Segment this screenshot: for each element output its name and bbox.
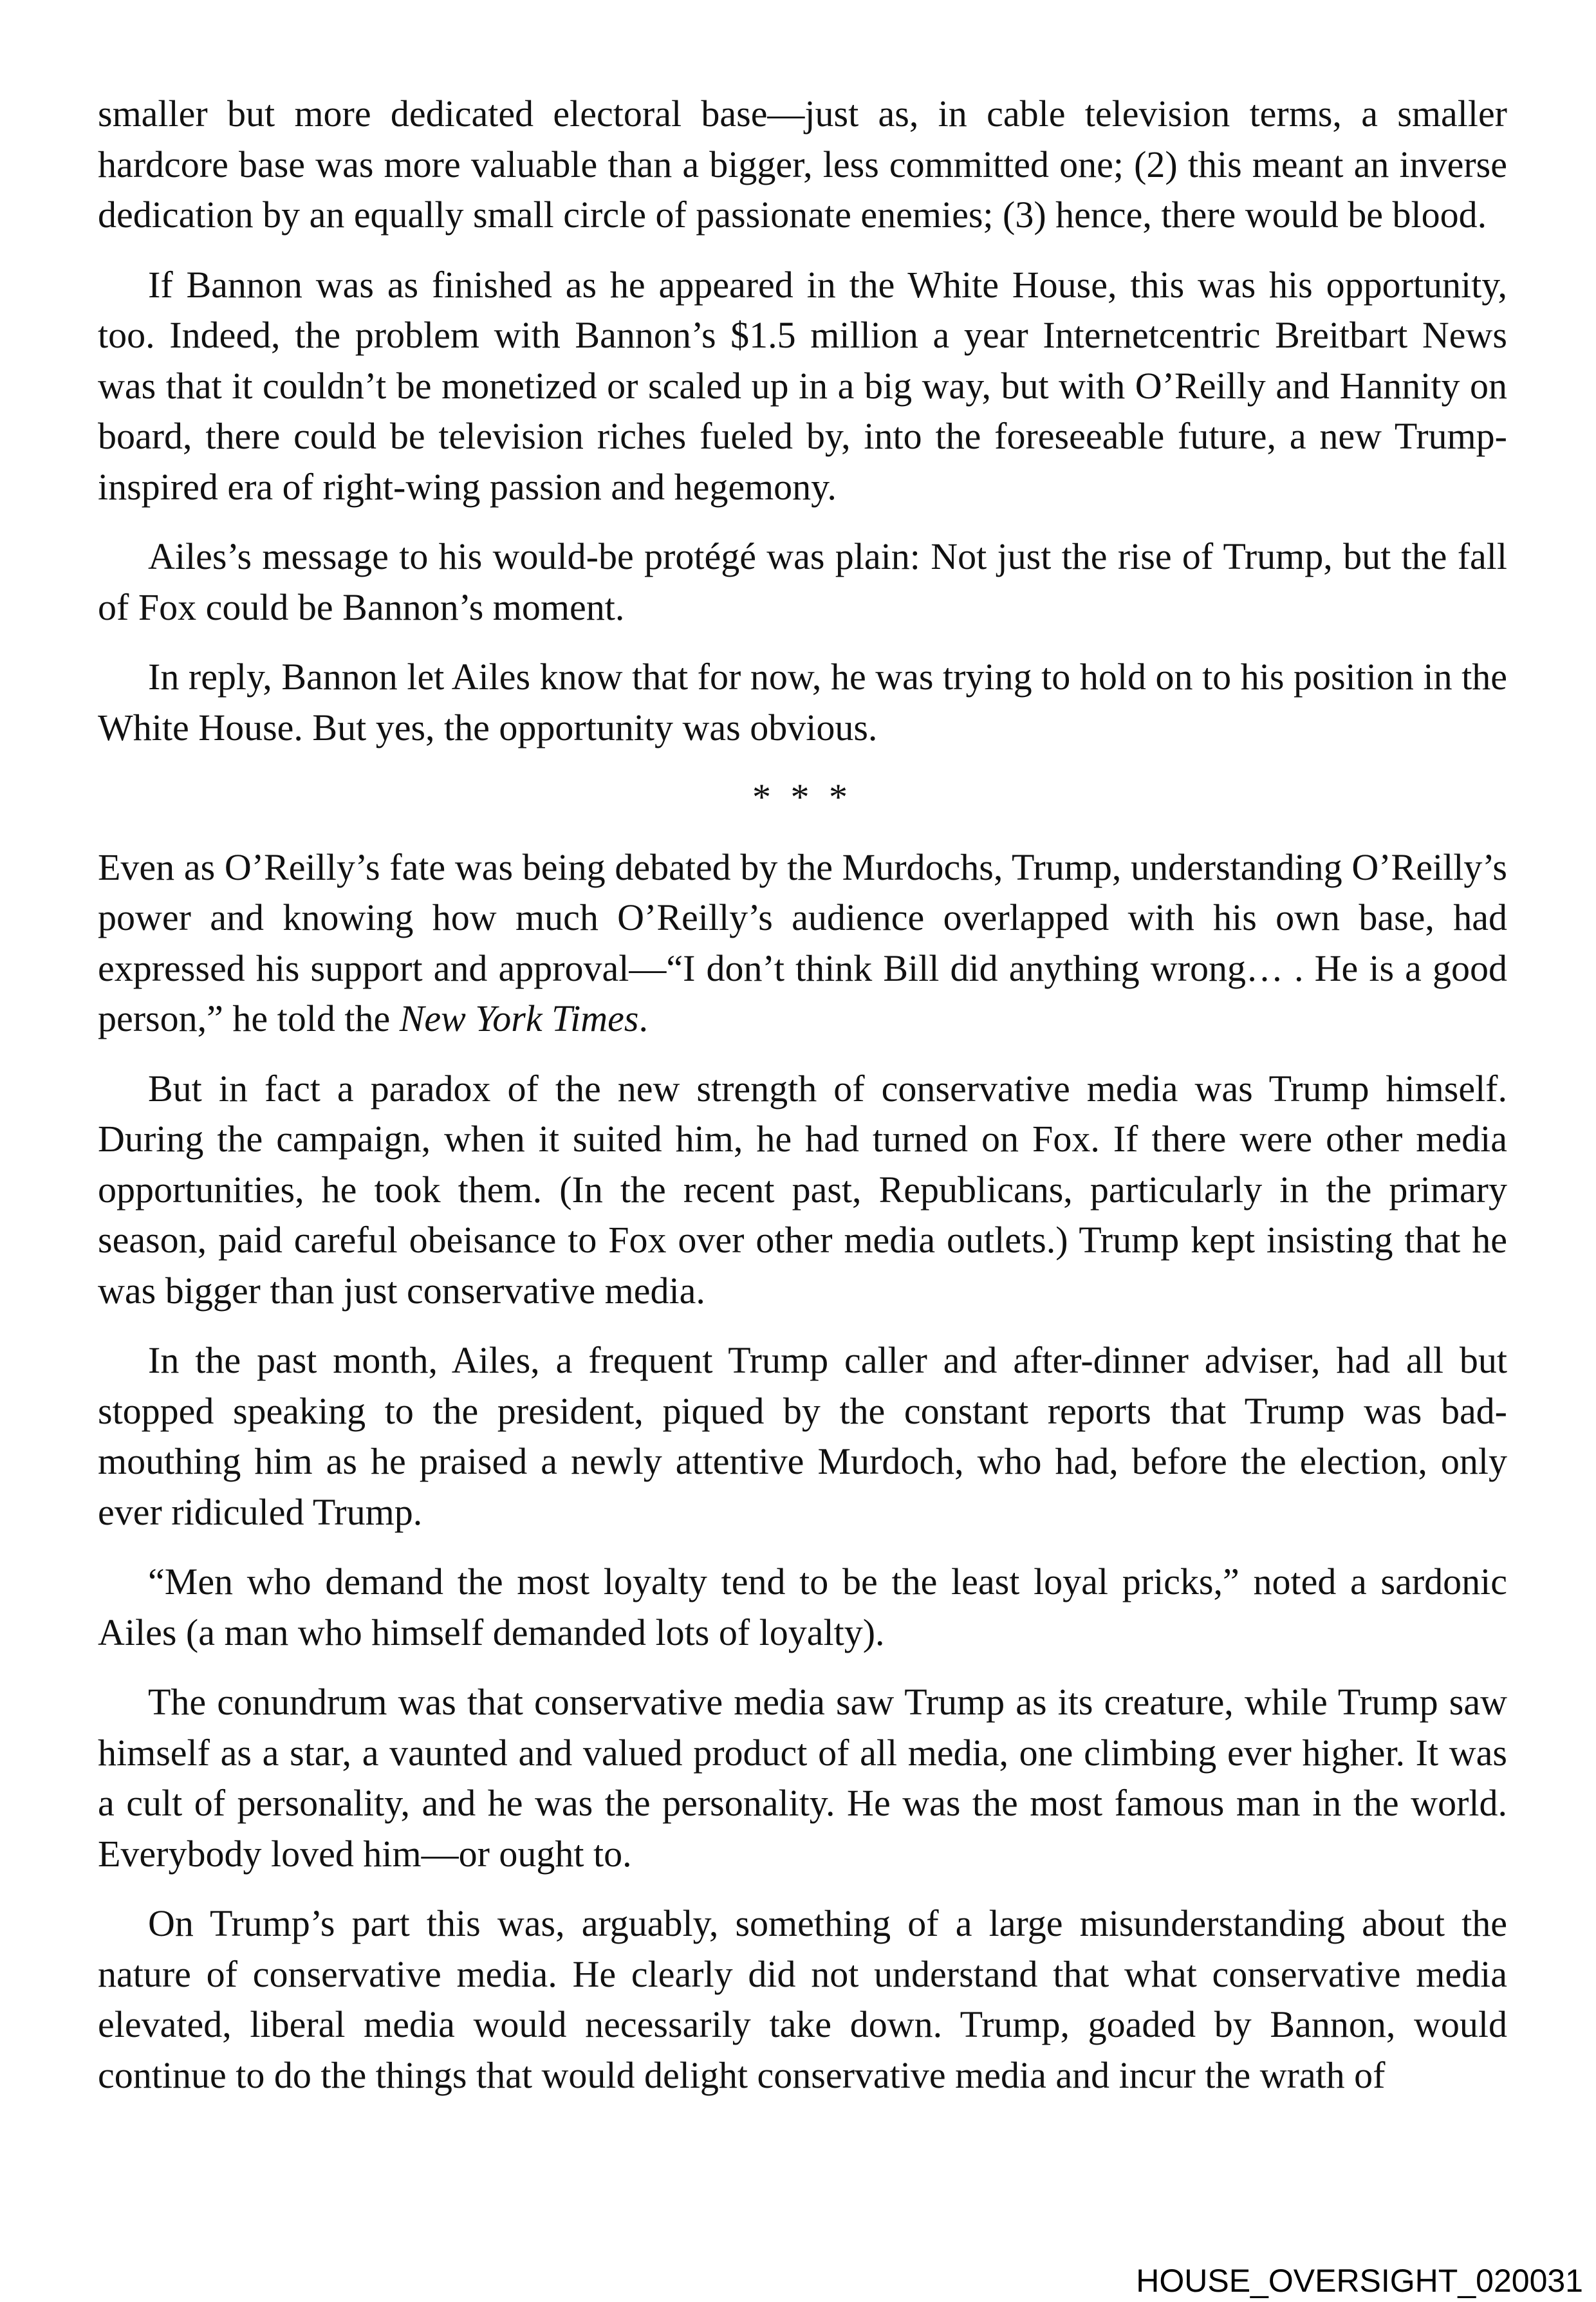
paragraph-5-end: . [638, 998, 648, 1039]
document-page [98, 89, 1507, 2120]
paragraph-3: Ailes’s message to his would-be protégé was plain: Not just the rise of Trump, but the fall of Fox could be Bannon’s moment. [98, 535, 1507, 628]
publication-title: New York Times [399, 998, 639, 1039]
paragraph-5-text: Even as O’Reilly’s fate was being debated by the Murdochs, Trump, understanding O’Reilly’s power and knowing how much O’Reilly’s audience overlapped with his own base, had expressed his support and approval—“I don’t think Bill did anything wrong… . He is a good person,” he told the [98, 846, 1507, 1039]
paragraph-8: “Men who demand the most loyalty tend to be the least loyal pricks,” noted a sardonic Ailes (a man who himself demanded lots of loyalty). [98, 1561, 1507, 1653]
section-break: * * * [752, 776, 853, 818]
paragraph-1: smaller but more dedicated electoral base—just as, in cable television terms, a smaller hardcore base was more valuable than a bigger, less committed one; (2) this meant an inverse dedication by an equally small circle of passionate enemies; (3) hence, there would be blood. [98, 93, 1507, 236]
paragraph-9: The conundrum was that conservative media saw Trump as its creature, while Trump saw himself as a star, a vaunted and valued product of all media, one climbing ever higher. It was a cult of personality, and he was the personality. He was the most famous man in the world. Everybody loved him—or ought to. [98, 1681, 1507, 1875]
paragraph-5 [98, 842, 1507, 1044]
paragraph-2: If Bannon was as finished as he appeared in the White House, this was his opportunity, too. Indeed, the problem with Bannon’s $1.5 million a year Internetcentric Breitbart News was that it couldn’t be monetized or scaled up in a big way, but with O’Reilly and Hannity on board, there could be television riches fueled by, into the foreseeable future, a new Trump-inspired era of right-wing passion and hegemony. [98, 263, 1507, 508]
paragraph-10: On Trump’s part this was, arguably, something of a large misunderstanding about the nature of conservative media. He clearly did not understand that what conservative media elevated, liberal media would necessarily take down. Trump, goaded by Bannon, would continue to do the things that would delight conservative media and incur the wrath of [98, 1902, 1507, 2096]
paragraph-7: In the past month, Ailes, a frequent Trump caller and after-dinner adviser, had all but stopped speaking to the president, piqued by the constant reports that Trump was bad-mouthing him as he praised a newly attentive Murdoch, who had, before the election, only ever ridiculed Trump. [98, 1339, 1507, 1533]
paragraph-4: In reply, Bannon let Ailes know that for now, he was trying to hold on to his position in the White House. But yes, the opportunity was obvious. [98, 656, 1507, 748]
bates-number: HOUSE_OVERSIGHT_020031 [1136, 2263, 1583, 2299]
paragraph-6: But in fact a paradox of the new strength of conservative media was Trump himself. During the campaign, when it suited him, he had turned on Fox. If there were other media opportunities, he took them. (In the recent past, Republicans, particularly in the primary season, paid careful obeisance to Fox over other media outlets.) Trump kept insisting that he was bigger than just conservative media. [98, 1067, 1507, 1312]
